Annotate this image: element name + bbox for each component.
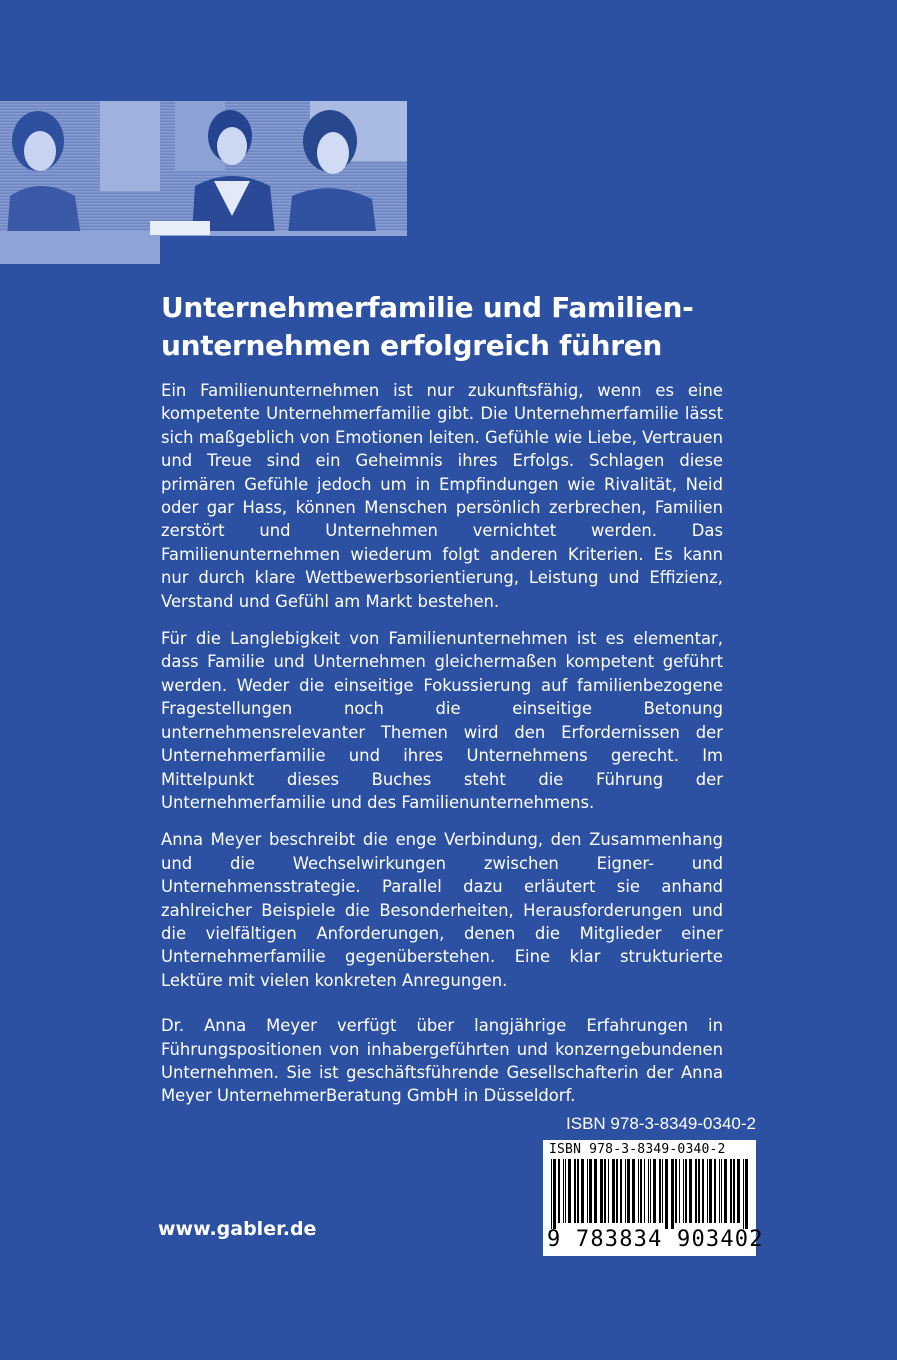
barcode-bar <box>565 1159 566 1223</box>
blurb-paragraph-2: Für die Langlebigkeit von Familienunternehmen ist es elementar, dass Familie und Unternehmen gleichermaßen kompetent geführt werden. Weder die einseitige Fokussierung auf familienbezogene Fragestellungen noch die einseitige Betonung unternehmensrelevanter Themen wird den Erfordernissen der Unternehmerfamilie und ihres Unternehmens gerecht. Im Mittelpunkt dieses Buches steht die Führung der Unternehmerfamilie und des Familienunternehmens. <box>161 629 723 812</box>
blurb-paragraph-1: Ein Familienunternehmen ist nur zukunftsfähig, wenn es eine kompetente Unternehmerfamilie gibt. Die Unternehmerfamilie lässt sich maßgeblich von Emotionen leiten. Gefühle wie Liebe, Vertrauen und Treue sind ein Geheimnis ihres Erfolgs. Schlagen diese primären Gefühle jedoch um in Empfindungen wie Rivalität, Neid oder gar Hass, können Menschen persönlich zerbrechen, Familien zerstört und Unternehmen vernichtet werden. Das Familienunternehmen wiederum folgt anderen Kriterien. Es kann nur durch klare Wettbewerbsorientierung, Leistung und Effizienz, Verstand und Gefühl am Markt bestehen. <box>161 381 723 611</box>
barcode-bar <box>612 1159 615 1223</box>
barcode-bar <box>600 1159 603 1223</box>
barcode-bar <box>587 1159 588 1223</box>
barcode-bar <box>675 1159 677 1223</box>
barcode-bar <box>650 1159 651 1223</box>
barcode-bar <box>558 1159 560 1223</box>
barcode-bar <box>730 1159 732 1223</box>
barcode-bar <box>665 1159 668 1229</box>
barcode-bar <box>653 1159 656 1223</box>
barcode-bar <box>589 1159 592 1223</box>
barcode-bar <box>608 1159 609 1223</box>
title-line-2: unternehmen erfolgreich führen <box>161 329 663 362</box>
barcode-bar <box>702 1159 704 1223</box>
barcode-bar <box>737 1159 740 1223</box>
barcode-bar <box>644 1159 645 1223</box>
barcode-bar <box>574 1159 576 1223</box>
cover-photo <box>0 101 407 264</box>
barcode-bar <box>638 1159 639 1223</box>
barcode-bar <box>719 1159 720 1223</box>
barcode-bar <box>553 1159 556 1229</box>
barcode-bar <box>648 1159 649 1223</box>
barcode-bar <box>745 1159 748 1229</box>
barcode-bar <box>659 1159 661 1223</box>
barcode-bar <box>662 1159 663 1223</box>
barcode-bar <box>604 1159 606 1223</box>
barcode-bar <box>640 1159 642 1223</box>
barcode-bar <box>563 1159 564 1223</box>
barcode-bar <box>721 1159 722 1223</box>
barcode-bar <box>679 1159 680 1223</box>
barcode-bar <box>568 1159 571 1223</box>
author-bio: Dr. Anna Meyer verfügt über langjährige Erfahrungen in Führungspositionen von inhabergeführten und konzerngebundenen Unternehmen. Sie ist geschäftsführende Gesellschafterin der Anna Meyer UnternehmerBeratung GmbH in Düsseldorf. <box>161 1016 723 1106</box>
barcode-bar <box>625 1159 626 1223</box>
isbn-label: ISBN 978-3-8349-0340-2 <box>566 1114 756 1133</box>
barcode-bar <box>577 1159 579 1223</box>
barcode-bar <box>620 1159 622 1223</box>
website-url: www.gabler.de <box>158 1218 317 1240</box>
barcode-bar <box>698 1159 700 1223</box>
barcode-bar <box>707 1159 708 1223</box>
barcode-bar <box>551 1159 552 1229</box>
barcode-bar <box>671 1159 674 1229</box>
barcode-bar <box>683 1159 684 1223</box>
blurb-paragraph-3: Anna Meyer beschreibt die enge Verbindung, den Zusammenhang und die Wechselwirkungen zwischen Eigner- und Unternehmensstrategie. Parallel dazu erläutert sie anhand zahlreicher Beispiele die Besonderheiten, Herausforderungen und die vielfältigen Anforderungen, denen die Mitglieder einer Unternehmerfamilie gegenüberstehen. Eine klar strukturierte Lektüre mit vielen konkreten Anregungen. <box>161 830 723 990</box>
title-line-1: Unternehmerfamilie und Familien- <box>161 291 694 324</box>
barcode-bars <box>551 1159 748 1229</box>
barcode-bar <box>743 1159 744 1229</box>
barcode-bar <box>689 1159 692 1223</box>
barcode-bar <box>709 1159 712 1223</box>
barcode-bar <box>724 1159 727 1223</box>
blurb <box>161 379 723 1122</box>
barcode-bar <box>695 1159 697 1223</box>
barcode-bar <box>685 1159 687 1223</box>
barcode-bar <box>733 1159 735 1223</box>
barcode-bar <box>594 1159 597 1223</box>
barcode <box>543 1140 764 1256</box>
barcode-bar <box>616 1159 618 1223</box>
barcode-bar <box>581 1159 584 1223</box>
book-title <box>161 289 721 365</box>
barcode-bar <box>632 1159 635 1223</box>
barcode-bar <box>627 1159 630 1223</box>
barcode-digits: 9 783834 903402 <box>547 1227 764 1252</box>
barcode-isbn-text: ISBN 978-3-8349-0340-2 <box>549 1142 726 1157</box>
barcode-bar <box>714 1159 716 1223</box>
